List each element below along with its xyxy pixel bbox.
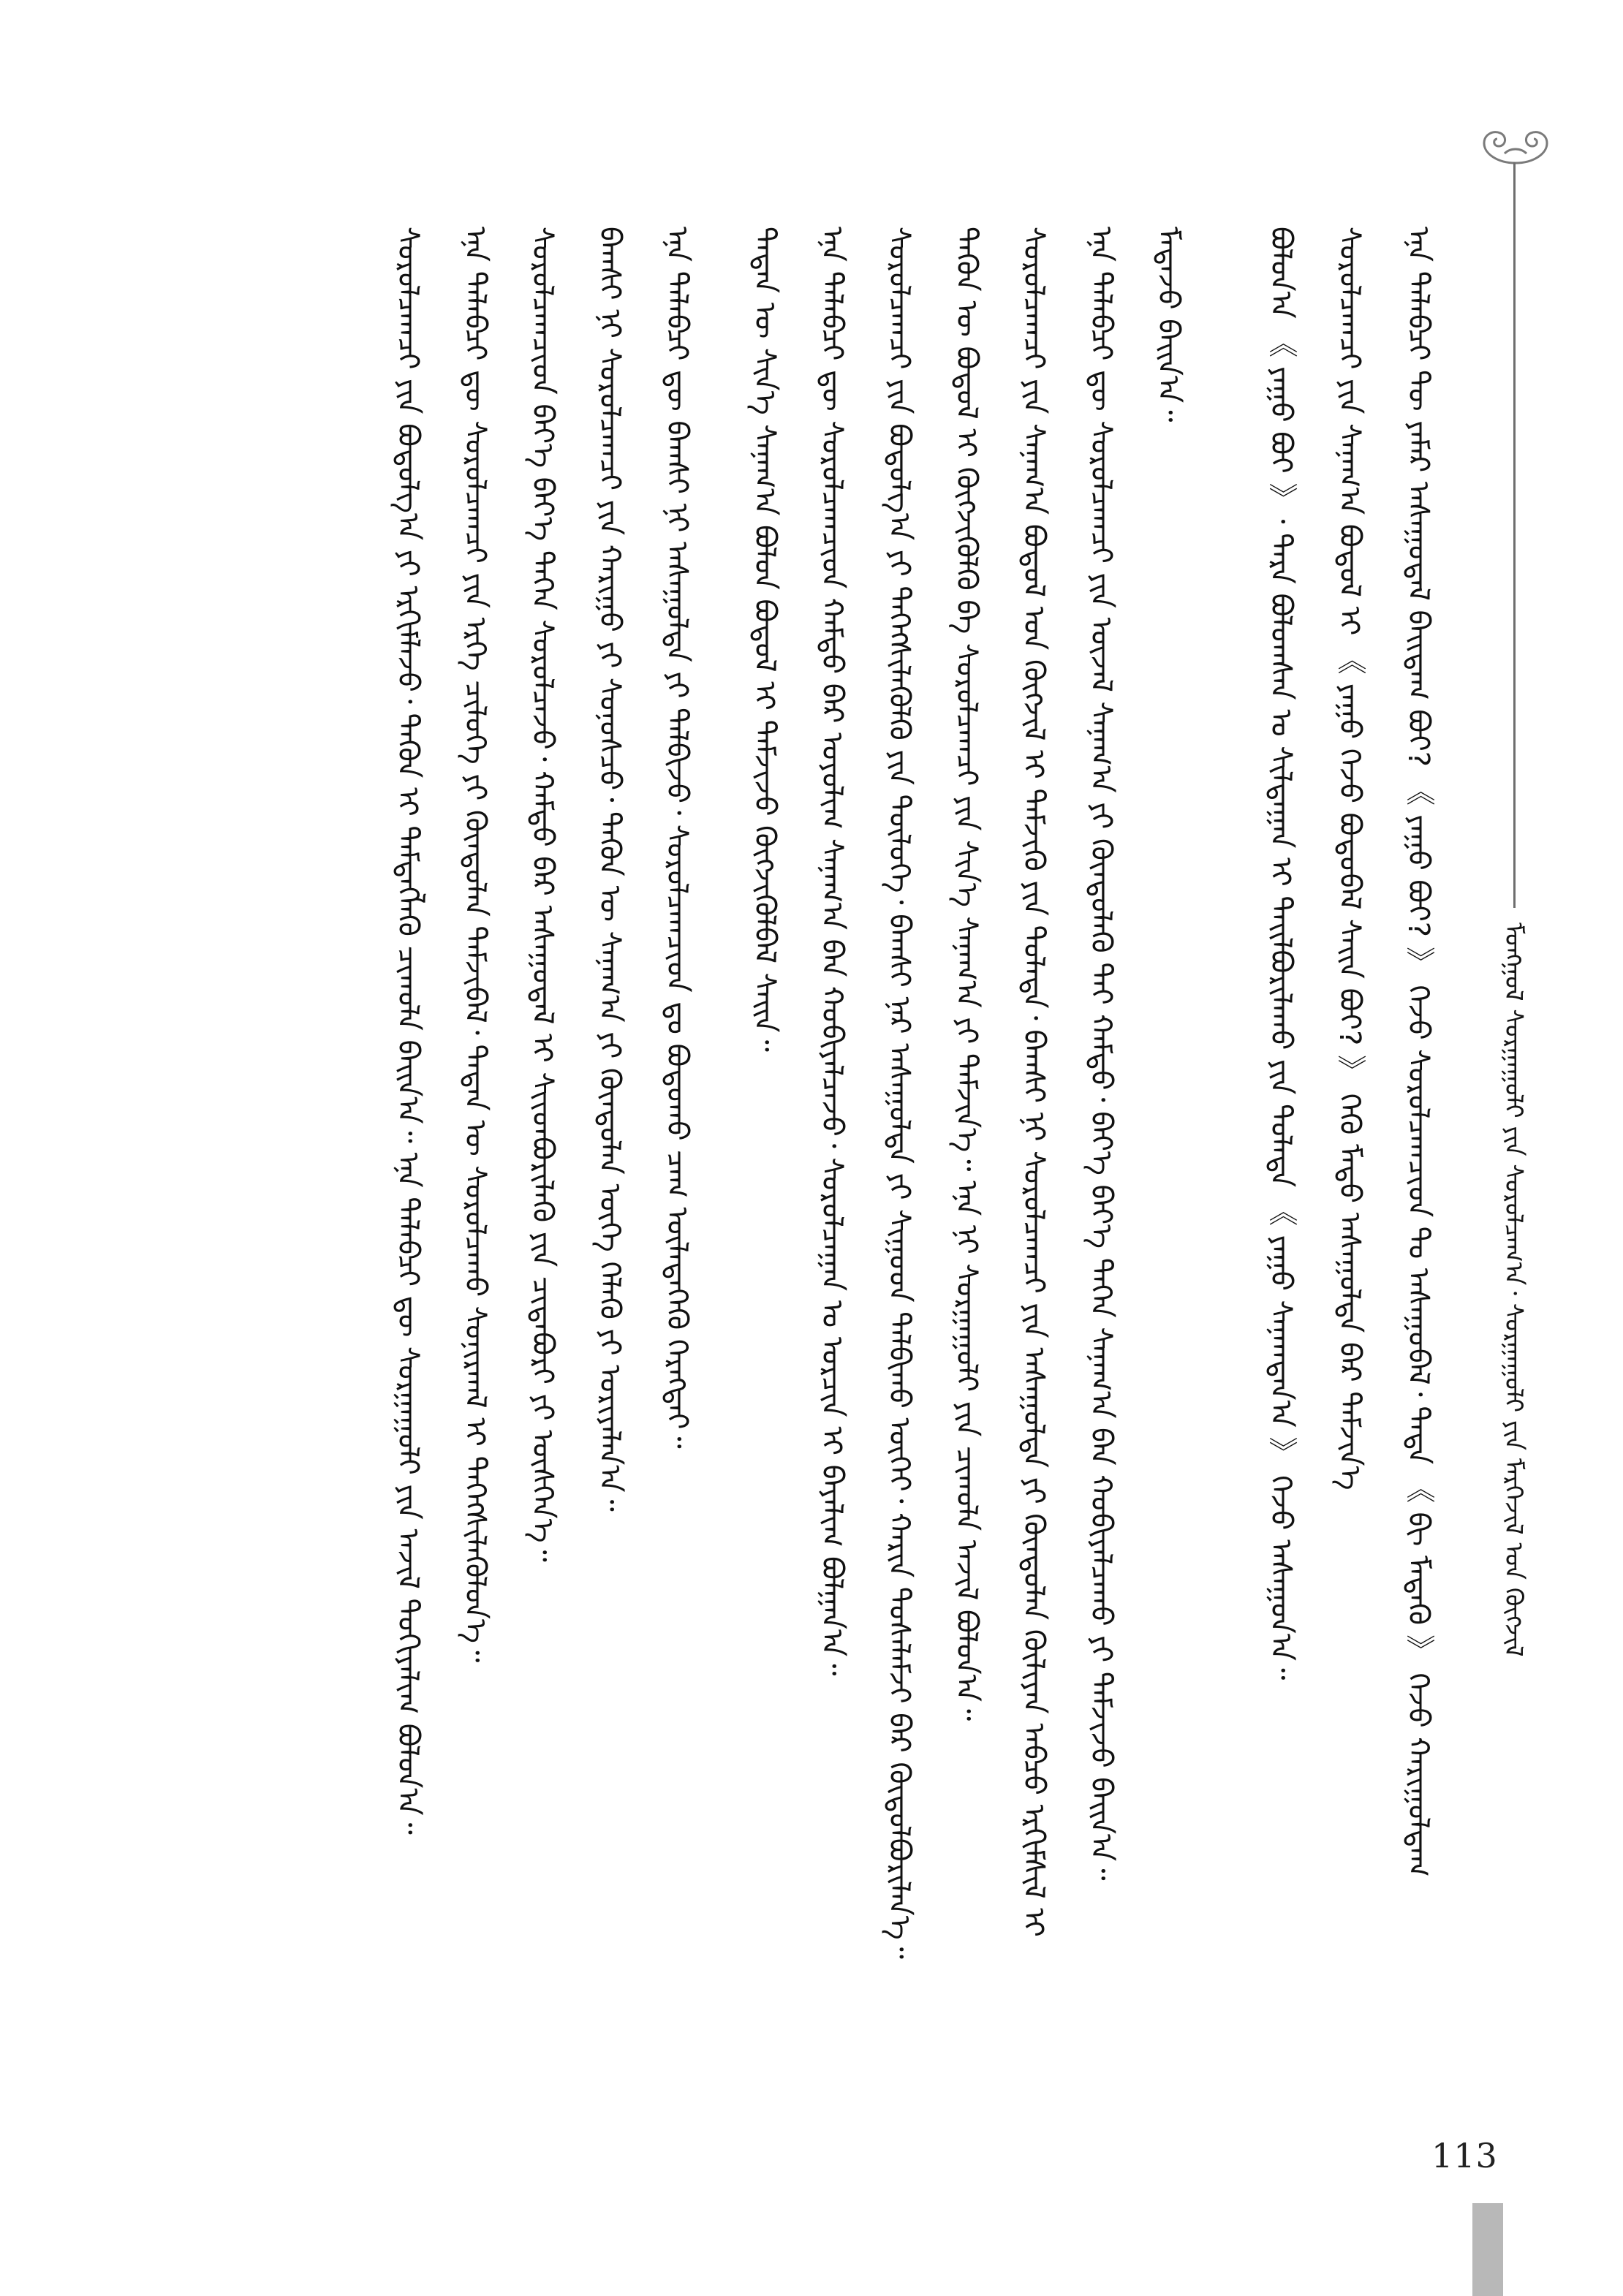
text-column: ᠮᠡᠳᠡᠵᠦ ᠪᠠᠢᠨ᠎ᠠ᠃ [1151, 227, 1185, 423]
text-column: ᠪᠤᠯᠤᠨ᠎ᠠ 《 ᠶᠠᠭᠤ ᠪᠤᠢ 》᠂ ᠲᠡᠷᠡ ᠪᠣᠯᠤᠭᠰᠠᠨ ᠤ ᠰᠢᠯᠲᠠᠭᠠᠨ ᠢ ᠲᠠᠢᠯᠪᠤᠷᠢᠯᠠᠬᠤ ᠶᠢᠨ ᠲᠤᠯᠠᠳᠠ 《 ᠶᠠᠭᠤ ᠰᠠᠨᠠᠭᠳᠠᠨ᠎ᠠ 》 ᠭᠡᠵᠦ ᠠᠰᠠᠭᠤᠨ᠎ᠠ᠃ [1264, 227, 1298, 1681]
decorative-ornament-icon [1475, 123, 1556, 167]
text-column: ᠰᠤᠷᠤᠯᠴᠠᠭᠴᠢᠳ ᠪᠡᠶ᠎ᠡ ᠪᠡᠶ᠎ᠡ ᠳᠡᠭᠡᠨ ᠰᠤᠷᠤᠯᠴᠠᠵᠤ᠂ ᠬᠠᠮᠲᠤ ᠪᠡᠷ ᠠᠰᠠᠭᠤᠳᠠᠯ ᠢ ᠰᠢᠢᠳᠪᠦᠷᠢᠯᠡᠬᠦ ᠶᠢᠨ ᠴᠢᠳᠠᠪᠤᠷᠢ ᠶᠢ ᠥᠰᠬᠡᠨ᠎ᠡ᠃ [526, 227, 559, 1562]
header-rule [1513, 162, 1516, 908]
text-column: ᠡᠨᠡ ᠲᠡᠯᠡᠪᠴᠢ ᠳᠦ ᠰᠤᠷᠤᠯᠴᠠᠭᠴᠢ ᠶᠢᠨ ᠡᠷᠬᠡ ᠴᠢᠯᠥᠭᠡ ᠶᠢ ᠬᠦᠨᠳᠦᠯᠡᠨ ᠳᠡᠮᠵᠢᠪᠡᠯ᠂ ᠲᠡᠳᠡᠨ ᠦ ᠰᠤᠷᠤᠯᠴᠠᠬᠤ ᠰᠣᠨᠢᠷᠬᠠᠯ ᠢ ᠳᠡᠭᠡᠭᠰᠢᠯᠡᠭᠦᠯᠦᠨ᠎ᠡ᠃ [458, 227, 492, 1663]
text-column: ᠡᠨᠡ ᠲᠡᠯᠡᠪᠴᠢ ᠳᠦ ᠰᠤᠷᠤᠯᠴᠠᠭᠴᠢ ᠶᠢᠨ ᠦᠵᠡᠯ ᠰᠠᠨᠠᠭ᠎ᠠ ᠶᠢ ᠬᠦᠨᠳᠦᠯᠡᠬᠦ ᠲᠡᠢ ᠬᠠᠮᠲᠤ᠂ ᠪᠡᠶ᠎ᠡ ᠪᠡᠶ᠎ᠡ ᠳᠡᠭᠡᠨ ᠰᠠᠨᠠᠭ᠎ᠠ ᠪᠡᠨ ᠬᠤᠪᠢᠶᠠᠯᠴᠠᠬᠤ ᠶᠢ ᠳᠡᠮᠵᠢᠵᠦ ᠪᠠᠢᠨ᠎ᠠ᠃ [1084, 227, 1118, 1881]
page-edge-tab [1472, 2203, 1503, 2296]
text-column: ᠲᠡᠳᠡᠨ ᠦ ᠰᠢᠨ᠎ᠡ ᠰᠠᠨᠠᠭ᠎ᠠ ᠪᠣᠯᠤᠨ ᠪᠣᠳᠤᠯ ᠢ ᠳᠡᠮᠵᠢᠵᠦ ᠬᠥᠭᠵᠢᠭᠦᠯᠪᠡᠯ ᠰᠠᠢᠨ᠃ [748, 227, 782, 1052]
text-column: ᠲᠡᠭᠦᠨ ᠦ ᠪᠣᠳᠤᠯ ᠢ ᠬᠥᠭᠵᠢᠭᠦᠯᠬᠦ ᠪᠠ ᠰᠤᠷᠤᠯᠴᠠᠭᠴᠢ ᠶᠢᠨ ᠰᠢᠨ᠎ᠡ ᠰᠠᠨᠠᠭ᠎ᠠ ᠶᠢ ᠳᠡᠮᠵᠢᠨ᠎ᠡ᠃ ᠡᠨᠡ ᠨᠢ ᠰᠤᠷᠭᠠᠭᠤᠯᠢ ᠶᠢᠨ ᠴᠢᠬᠤᠯᠠ ᠠᠵᠢᠯ ᠪᠣᠯᠤᠨ᠎ᠠ᠃ [950, 227, 983, 1721]
body-text [181, 227, 1439, 2025]
text-column: ᠰᠤᠷᠤᠯᠴᠠᠭᠴᠢ ᠶᠢᠨ ᠰᠠᠨᠠᠭ᠎ᠠ ᠪᠣᠳᠤᠯ ᠢ 《 ᠶᠠᠭᠤ ᠭᠡᠵᠦ ᠪᠣᠳᠤᠪᠠᠯ ᠰᠠᠢᠨ ᠪᠤᠢ? 》 ᠭᠡᠬᠦ ᠮᠡᠲᠦ ᠠᠰᠠᠭᠤᠯᠲᠠ ᠪᠠᠷ ᠳᠡᠮᠵᠢᠨ᠎ᠡ [1333, 227, 1366, 1490]
text-column: ᠰᠤᠷᠤᠯᠴᠠᠭᠴᠢ ᠶᠢᠨ ᠰᠠᠨᠠᠭ᠎ᠠ ᠪᠣᠳᠤᠯ ᠤᠨ ᠬᠥᠭᠵᠢᠯ ᠢ ᠳᠡᠮᠵᠢᠬᠦ ᠶᠢᠨ ᠲᠤᠯᠠᠳᠠ᠂ ᠪᠠᠭᠰᠢ ᠨᠢ ᠰᠤᠷᠤᠯᠴᠠᠭᠴᠢ ᠶᠢᠨ ᠠᠰᠠᠭᠤᠯᠲᠠ ᠶᠢ ᠬᠦᠨᠳᠦᠯᠡᠨ ᠬᠦᠯᠢᠶᠡᠨ ᠠᠪᠴᠤ ᠡᠷᠬᠢᠮᠰᠢᠯ ᠢ [1017, 227, 1051, 1938]
text-column: ᠡᠨᠡ ᠲᠡᠯᠡᠪᠴᠢ ᠳᠦ ᠪᠠᠭᠰᠢ ᠨᠢ ᠠᠰᠠᠭᠤᠯᠲᠠ ᠶᠢ ᠲᠠᠯᠪᠢᠵᠤ᠂ ᠰᠤᠷᠤᠯᠴᠠᠭᠴᠢᠳ ᠳᠤ ᠪᠣᠳᠤᠬᠤ ᠴᠠᠭ ᠦᠯᠡᠳᠡᠭᠡᠬᠦ ᠬᠡᠷᠡᠭᠲᠡᠢ᠃ [660, 227, 694, 1449]
running-header: ᠮᠣᠩᠭᠣᠯ ᠰᠤᠷᠭᠠᠭᠤᠯᠢ ᠶᠢᠨ ᠰᠤᠷᠤᠯᠴᠠᠭ᠎ᠠ᠂ ᠰᠤᠷᠭᠠᠭᠤᠯᠢ ᠶᠢᠨ ᠮᠡᠷᠭᠡᠵᠢᠯ ᠤᠨ ᠬᠥᠭᠵᠢᠯ [1499, 922, 1528, 1657]
text-column: ᠡᠨᠡ ᠲᠡᠯᠡᠪᠴᠢ ᠳᠦ ᠰᠤᠷᠤᠯᠴᠠᠭᠴᠢᠳ ᠬᠠᠮᠲᠤ ᠪᠡᠷ ᠤᠶᠤᠯᠢᠭ ᠰᠠᠨᠠᠭ᠎ᠠ ᠪᠡᠨ ᠬᠤᠪᠢᠶᠠᠯᠴᠠᠵᠤ᠂ ᠰᠤᠷᠤᠯᠴᠠᠭᠠᠨ ᠤ ᠤᠷᠴᠢᠨ ᠢ ᠪᠠᠶᠠᠯᠢᠭ ᠪᠣᠯᠭᠠᠨ᠎ᠠ᠃ [815, 227, 849, 1676]
page-number: 113 [1431, 2136, 1498, 2175]
text-column: ᠰᠤᠷᠤᠯᠴᠠᠭᠴᠢ ᠶᠢᠨ ᠪᠣᠳᠤᠯᠭ᠎ᠠ ᠶᠢ ᠳᠡᠭᠡᠭᠰᠢᠯᠡᠭᠦᠯᠬᠦ ᠶᠢᠨ ᠲᠥᠯᠦᠭᠡ᠂ ᠪᠠᠭᠰᠢ ᠨᠠᠷ ᠠᠰᠠᠭᠤᠯᠲᠠ ᠶᠢ ᠰᠢᠭᠤᠳ ᠲᠠᠯᠪᠢᠬᠤ ᠦᠭᠡᠢ᠂ ᠬᠠᠷᠢᠨ ᠲᠤᠰᠠᠯᠠᠮᠵᠢ ᠪᠡᠷ ᠬᠥᠲᠦᠯᠪᠦᠷᠢᠯᠡᠨ᠎ᠡ᠃ [882, 227, 916, 1959]
text-column: ᠰᠤᠷᠤᠯᠴᠠᠭᠴᠢ ᠶᠢᠨ ᠪᠣᠳᠤᠯᠭ᠎ᠠ ᠶᠢ ᠡᠷᠬᠢᠮᠯᠡᠵᠦ᠂ ᠲᠡᠭᠦᠨ ᠢ ᠲᠡᠮᠳᠡᠭᠯᠡᠬᠦ ᠴᠢᠬᠤᠯᠠ ᠪᠠᠢᠨ᠎ᠠ᠃ ᠡᠨᠡ ᠲᠡᠯᠡᠪᠴᠢ ᠳᠦ ᠰᠤᠷᠭᠠᠭᠤᠯᠢ ᠶᠢᠨ ᠠᠵᠢᠯ ᠲᠤᠬᠢᠶᠠᠯᠢᠭ ᠪᠣᠯᠤᠨ᠎ᠠ᠃ [391, 227, 425, 1835]
text-column: ᠪᠠᠭᠰᠢ ᠨᠢ ᠰᠤᠷᠤᠯᠴᠠᠭᠴᠢ ᠶᠢᠨ ᠬᠠᠷᠢᠭᠤ ᠶᠢ ᠰᠣᠨᠣᠰᠴᠤ᠂ ᠲᠡᠭᠦᠨ ᠦ ᠰᠠᠨᠠᠭ᠎ᠠ ᠶᠢ ᠬᠦᠨᠳᠦᠯᠡᠨ ᠦᠭᠡ ᠬᠡᠯᠡᠬᠦ ᠶᠢ ᠤᠷᠢᠶᠠᠯᠠᠨ᠎ᠠ᠃ [593, 227, 627, 1512]
text-column: ᠡᠨᠡ ᠲᠡᠯᠡᠪᠴᠢ ᠲᠦ ᠶᠠᠮᠠᠷ ᠠᠰᠠᠭᠤᠳᠠᠯ ᠪᠠᠢᠳᠠᠭ ᠪᠤᠢ? 《 ᠶᠠᠭᠤ ᠪᠤᠢ? 》 ᠭᠡᠵᠦ ᠰᠤᠷᠤᠯᠴᠠᠭᠴᠢᠳ ᠲᠤ ᠠᠰᠠᠭᠤᠪᠠᠯ᠂ ᠲᠡᠳᠡ 《 ᠪᠢ ᠮᠡᠳᠡᠬᠦ 》 ᠭᠡᠵᠦ ᠬᠠᠷᠢᠭᠤᠯᠳᠠᠭ [1401, 227, 1435, 1877]
